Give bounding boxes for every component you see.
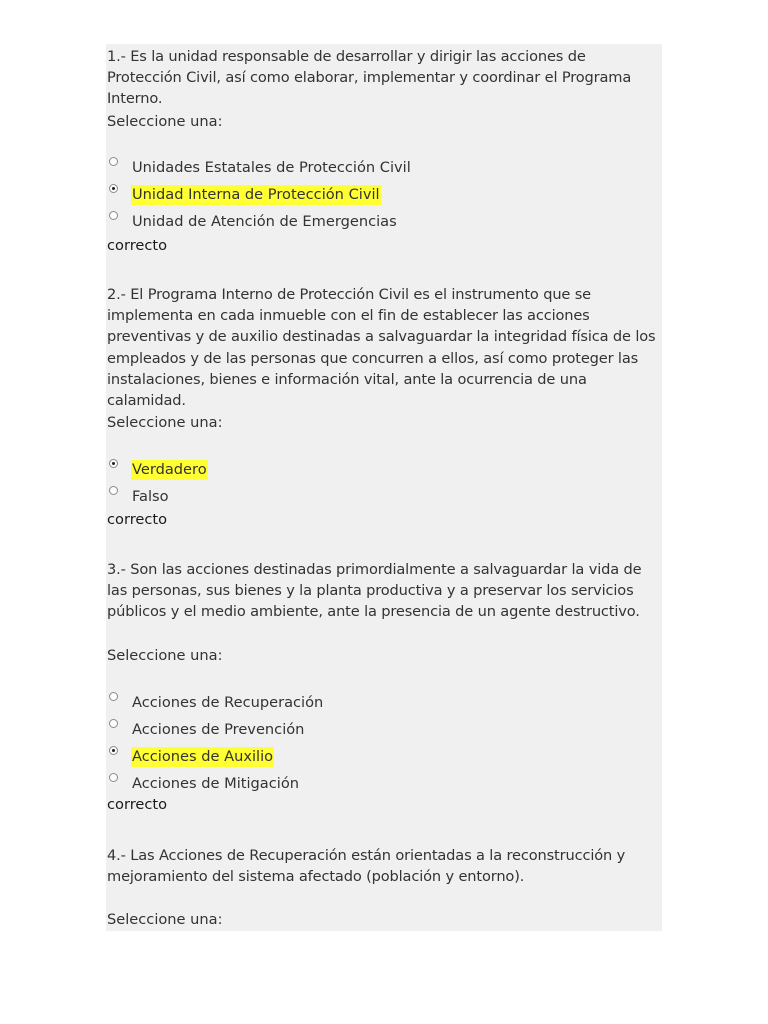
answer-option[interactable] <box>106 156 662 183</box>
quiz-panel <box>106 44 662 931</box>
radio-button[interactable] <box>109 719 118 728</box>
radio-button[interactable] <box>109 692 118 701</box>
answer-option[interactable] <box>106 772 662 799</box>
radio-button[interactable] <box>109 157 118 166</box>
answer-option[interactable] <box>106 458 662 485</box>
radio-button-selected[interactable] <box>109 459 118 468</box>
select-prompt: Seleccione una: <box>107 414 223 431</box>
select-prompt: Seleccione una: <box>107 113 223 130</box>
option-label-selected[interactable]: Unidad Interna de Protección Civil <box>132 186 380 203</box>
question-text: 1.- Es la unidad responsable de desarrollar y dirigir las acciones de Protección Civil, así como elaborar, implementar y coordinar el Programa Interno. <box>107 48 632 108</box>
answer-options <box>106 458 662 512</box>
question-2 <box>106 284 662 534</box>
question-1 <box>106 46 662 258</box>
answer-options <box>106 691 662 799</box>
answer-option[interactable] <box>106 485 662 512</box>
question-text: 2.- El Programa Interno de Protección Civil es el instrumento que se implementa en cada inmueble con el fin de establecer las acciones preventivas y de auxilio destinadas a salvaguardar la integridad física de los empleados y de las personas que concurren a ellos, así como proteger las instalaciones, bienes e información vital, ante la ocurrencia de una calamidad. <box>107 286 656 410</box>
answer-option[interactable] <box>106 745 662 772</box>
question-4 <box>106 845 662 931</box>
radio-button-selected[interactable] <box>109 184 118 193</box>
option-label-selected[interactable]: Verdadero <box>132 461 207 478</box>
question-text: 4.- Las Acciones de Recuperación están orientadas a la reconstrucción y mejoramiento del sistema afectado (población y entorno). <box>107 847 626 886</box>
answer-option[interactable] <box>106 691 662 718</box>
answer-options <box>106 156 662 237</box>
answer-option[interactable] <box>106 718 662 745</box>
question-text: 3.- Son las acciones destinadas primordialmente a salvaguardar la vida de las personas, sus bienes y la planta productiva y a preservar los servicios públicos y el medio ambiente, ante la presencia de un agente destructivo. <box>107 561 642 621</box>
answer-option[interactable] <box>106 210 662 237</box>
select-prompt: Seleccione una: <box>107 647 223 664</box>
option-label[interactable]: Acciones de Recuperación <box>132 694 324 711</box>
radio-button-selected[interactable] <box>109 746 118 755</box>
radio-button[interactable] <box>109 486 118 495</box>
answer-option[interactable] <box>106 183 662 210</box>
radio-button[interactable] <box>109 211 118 220</box>
result-status: correcto <box>107 511 168 528</box>
result-status: correcto <box>107 796 168 813</box>
option-label[interactable]: Acciones de Prevención <box>132 721 305 738</box>
result-status: correcto <box>107 237 168 254</box>
select-prompt: Seleccione una: <box>107 911 223 928</box>
option-label[interactable]: Falso <box>132 488 169 505</box>
option-label-selected[interactable]: Acciones de Auxilio <box>132 748 274 765</box>
question-3 <box>106 559 662 819</box>
option-label[interactable]: Unidad de Atención de Emergencias <box>132 213 397 230</box>
radio-button[interactable] <box>109 773 118 782</box>
option-label[interactable]: Acciones de Mitigación <box>132 775 299 792</box>
option-label[interactable]: Unidades Estatales de Protección Civil <box>132 159 411 176</box>
